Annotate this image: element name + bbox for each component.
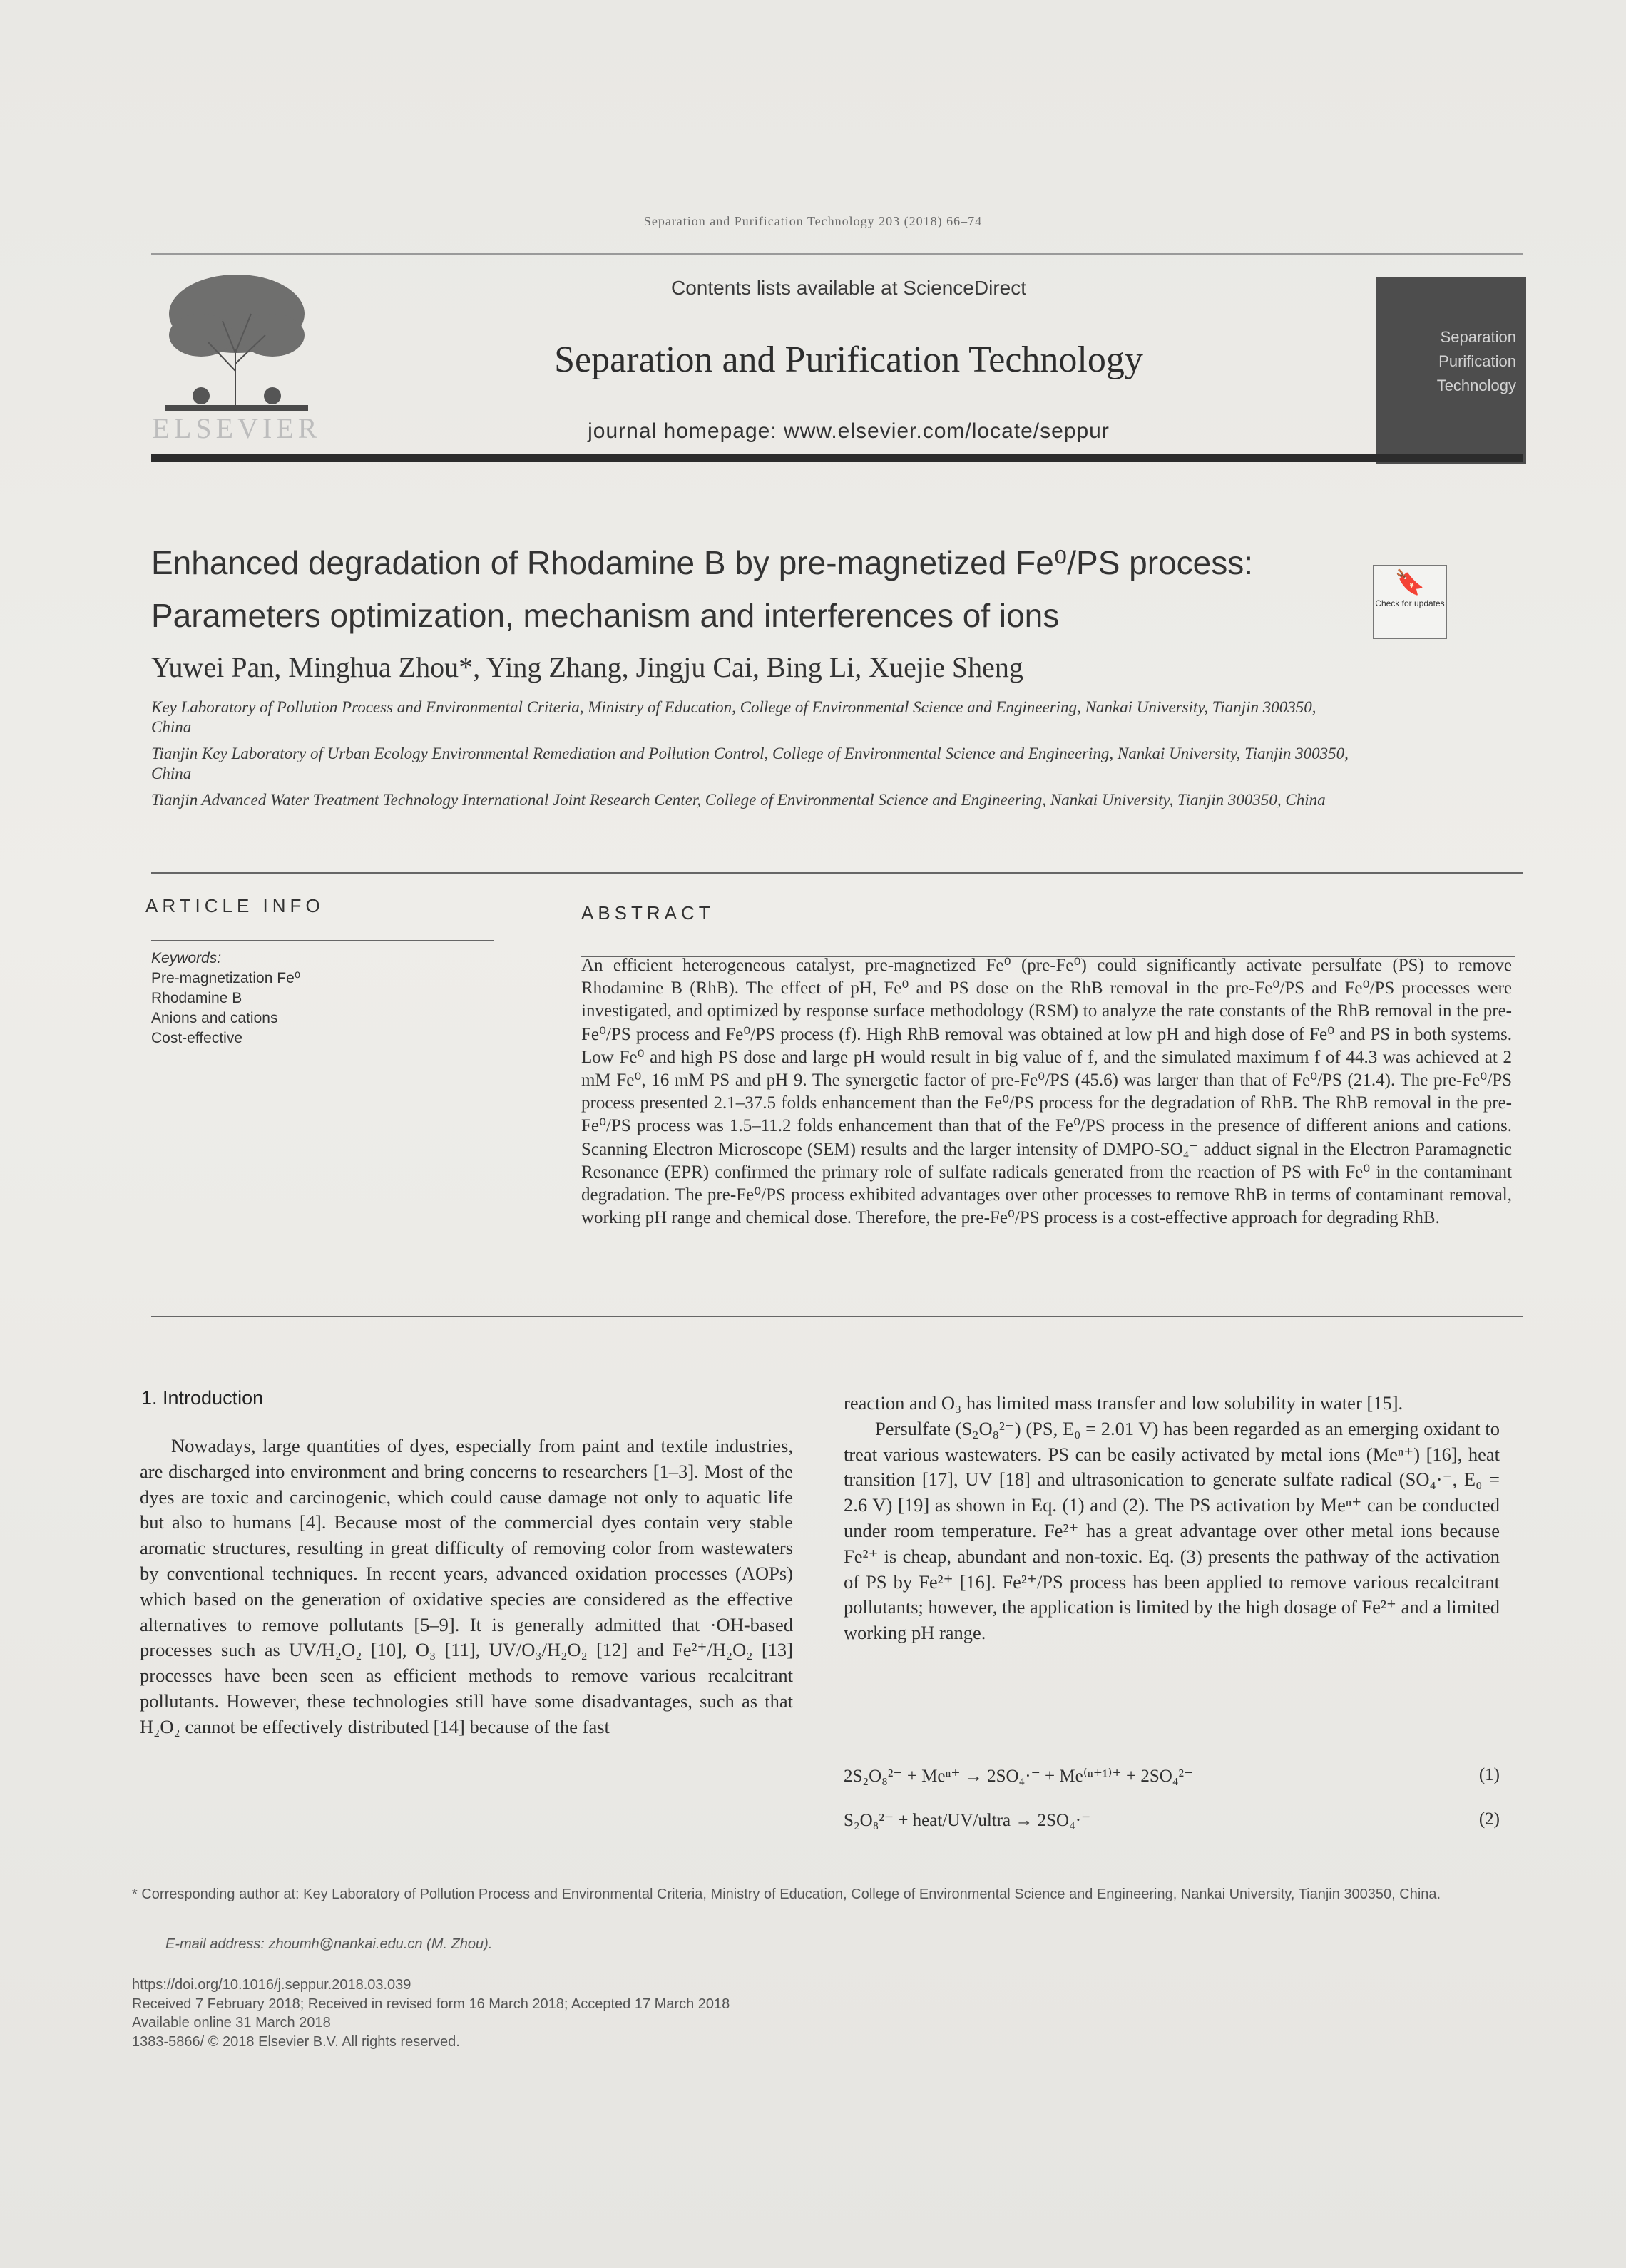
cover-title: Separation Purification Technology — [1436, 328, 1516, 394]
keyword: Rhodamine B — [151, 990, 242, 1006]
corresponding-author-note: * Corresponding author at: Key Laboratory of Pollution Process and Environmental Criteria, Ministry of Education, College of Environmental Science and Engineering, Nankai University, Tianjin 300350, China. — [132, 1886, 1441, 1902]
article-info-heading: ARTICLE INFO — [145, 895, 324, 916]
divider — [151, 872, 1523, 874]
divider — [151, 940, 494, 941]
keywords-block — [151, 949, 486, 1048]
running-header: Separation and Purification Technology 203 (2018) 66–74 — [643, 214, 983, 228]
equation-1 — [844, 1765, 1500, 1787]
paragraph: Nowadays, large quantities of dyes, especially from paint and textile industries, are discharged into environment and bring concerns to researchers [1–3]. Most of the dyes are toxic and carcinogenic, which could cause damage not only to aquatic life but also to humans [4]. Because most of the commercial dyes contain very stable aromatic structures, resulting in great difficulty of removing color from wastewaters by conventional techniques. In recent years, advanced oxidation processes (AOPs) which based on the generation of oxidative species are considered as the effective alternatives to remove pollutants [5–9]. It is generally admitted that ·OH-based processes such as UV/H₂O₂ [10], O₃ [11], UV/O₃/H₂O₂ [12] and Fe²⁺/H₂O₂ [13] processes have been seen as efficient methods to remove various recalcitrant pollutants. However, these technologies still have some disadvantages, such as that H₂O₂ cannot be effectively distributed [14] because of the fast — [140, 1435, 793, 1737]
bookmark-icon: 🔖 — [1394, 569, 1426, 596]
available-online: Available online 31 March 2018 — [132, 2015, 331, 2031]
keyword: Pre-magnetization Fe⁰ — [151, 970, 301, 986]
copyright: 1383-5866/ © 2018 Elsevier B.V. All rights reserved. — [132, 2034, 460, 2050]
masthead-bar — [151, 454, 1523, 462]
affiliation-1: Key Laboratory of Pollution Process and Environmental Criteria, Ministry of Education, College of Environmental Science and Engineering, Nankai University, Tianjin 300350, China — [151, 698, 1316, 736]
divider — [151, 1316, 1523, 1317]
paragraph: reaction and O₃ has limited mass transfer and low solubility in water [15]. — [844, 1392, 1403, 1414]
email-note: E-mail address: zhoumh@nankai.edu.cn (M. Zhou). — [165, 1936, 493, 1952]
doi-link[interactable]: https://doi.org/10.1016/j.seppur.2018.03.039 — [132, 1977, 411, 1993]
keyword: Anions and cations — [151, 1010, 278, 1026]
body-column-right — [844, 1391, 1500, 1646]
introduction-heading: 1. Introduction — [141, 1387, 264, 1409]
abstract-text: An efficient heterogeneous catalyst, pre-magnetized Fe⁰ (pre-Fe⁰) could significantly activate persulfate (PS) to remove Rhodamine B (RhB). The effect of pH, Fe⁰ and PS dose on the RhB removal in the pre-Fe⁰/PS and Fe⁰/PS processes were investigated, and optimized by response surface methodology (RSM) to analyze the rate constants of the RhB removal in the pre-Fe⁰/PS process and Fe⁰/PS process (f). High RhB removal was obtained at low pH and high dose of Fe⁰ and PS in both systems. Low Fe⁰ and high PS dose and large pH would result in big value of f, and the simulated maximum f of 44.3 was achieved at 2 mM Fe⁰, 16 mM PS and pH 9. The synergetic factor of pre-Fe⁰/PS (45.6) was larger than that of Fe⁰/PS (21.4). The pre-Fe⁰/PS process presented 2.1–37.5 folds enhancement than the Fe⁰/PS process for the degradation of RhB. The RhB removal in the pre-Fe⁰/PS process was 1.5–11.2 folds enhancement than that of the Fe⁰/PS process in the presence of different anions and cations. Scanning Electron Microscope (SEM) results and the larger intensity of DMPO-SO₄⁻ adduct signal in the Electron Paramagnetic Resonance (EPR) confirmed the primary role of sulfate radicals generated from the reaction of PS with Fe⁰ in the contaminant degradation. The pre-Fe⁰/PS process exhibited advantages over other processes to remove RhB in terms of contaminant removal, working pH range and chemical dose. Therefore, the pre-Fe⁰/PS process is a cost-effective approach for degrading RhB. — [581, 956, 1512, 1228]
check-for-updates-badge[interactable] — [1373, 565, 1447, 639]
affiliation-2: Tianjin Key Laboratory of Urban Ecology Environmental Remediation and Pollution Control, College of Environmental Science and Engineering, Nankai University, Tianjin 300350, China — [151, 745, 1349, 782]
abstract-heading: ABSTRACT — [581, 902, 715, 924]
keyword: Cost-effective — [151, 1030, 242, 1046]
article-title: Enhanced degradation of Rhodamine B by pre-magnetized Fe⁰/PS process: Parameters optimization, mechanism and interferences of ions — [151, 544, 1254, 634]
check-for-updates-label: Check for updates — [1375, 598, 1445, 608]
equation-text: 2S₂O₈²⁻ + Meⁿ⁺ → 2SO₄·⁻ + Me⁽ⁿ⁺¹⁾⁺ + 2SO₄²⁻ — [844, 1767, 1194, 1786]
journal-cover-thumbnail — [1376, 277, 1526, 464]
journal-title: Separation and Purification Technology — [554, 339, 1143, 380]
equation-number: (2) — [1478, 1809, 1500, 1829]
body-column-left — [140, 1434, 793, 1740]
received-dates: Received 7 February 2018; Received in revised form 16 March 2018; Accepted 17 March 2018 — [132, 1996, 730, 2012]
publisher-wordmark: ELSEVIER — [152, 412, 322, 444]
paragraph: Persulfate (S₂O₈²⁻) (PS, E₀ = 2.01 V) has been regarded as an emerging oxidant to treat various wastewaters. PS can be easily activated by metal ions (Meⁿ⁺) [16], heat transition [17], UV [18] and ultrasonication to generate sulfate radical (SO₄·⁻, E₀ = 2.6 V) [19] as shown in Eq. (1) and (2). The PS activation by Meⁿ⁺ can be conducted under room temperature. Fe²⁺ has a great advantage over other metal ions because Fe²⁺ is cheap, abundant and non-toxic. Eq. (3) presents the pathway of the activation of PS by Fe²⁺ [16]. Fe²⁺/PS process has been applied to remove various recalcitrant pollutants; however, the application is limited by the high dosage of Fe²⁺ and a limited working pH range. — [844, 1417, 1500, 1644]
affiliation-3: Tianjin Advanced Water Treatment Technology International Joint Research Center, College of Environmental Science and Engineering, Nankai University, Tianjin 300350, China — [151, 791, 1326, 809]
equation-number: (1) — [1478, 1765, 1500, 1784]
equation-text: S₂O₈²⁻ + heat/UV/ultra → 2SO₄·⁻ — [844, 1811, 1091, 1830]
journal-homepage-link[interactable]: journal homepage: www.elsevier.com/locate/seppur — [588, 419, 1110, 443]
contents-line: Contents lists available at ScienceDirect — [670, 277, 1026, 299]
author-list: Yuwei Pan, Minghua Zhou*, Ying Zhang, Jingju Cai, Bing Li, Xuejie Sheng — [151, 651, 1023, 683]
equation-2 — [844, 1809, 1500, 1831]
keywords-label: Keywords: — [151, 950, 222, 966]
header-rule — [151, 253, 1523, 255]
